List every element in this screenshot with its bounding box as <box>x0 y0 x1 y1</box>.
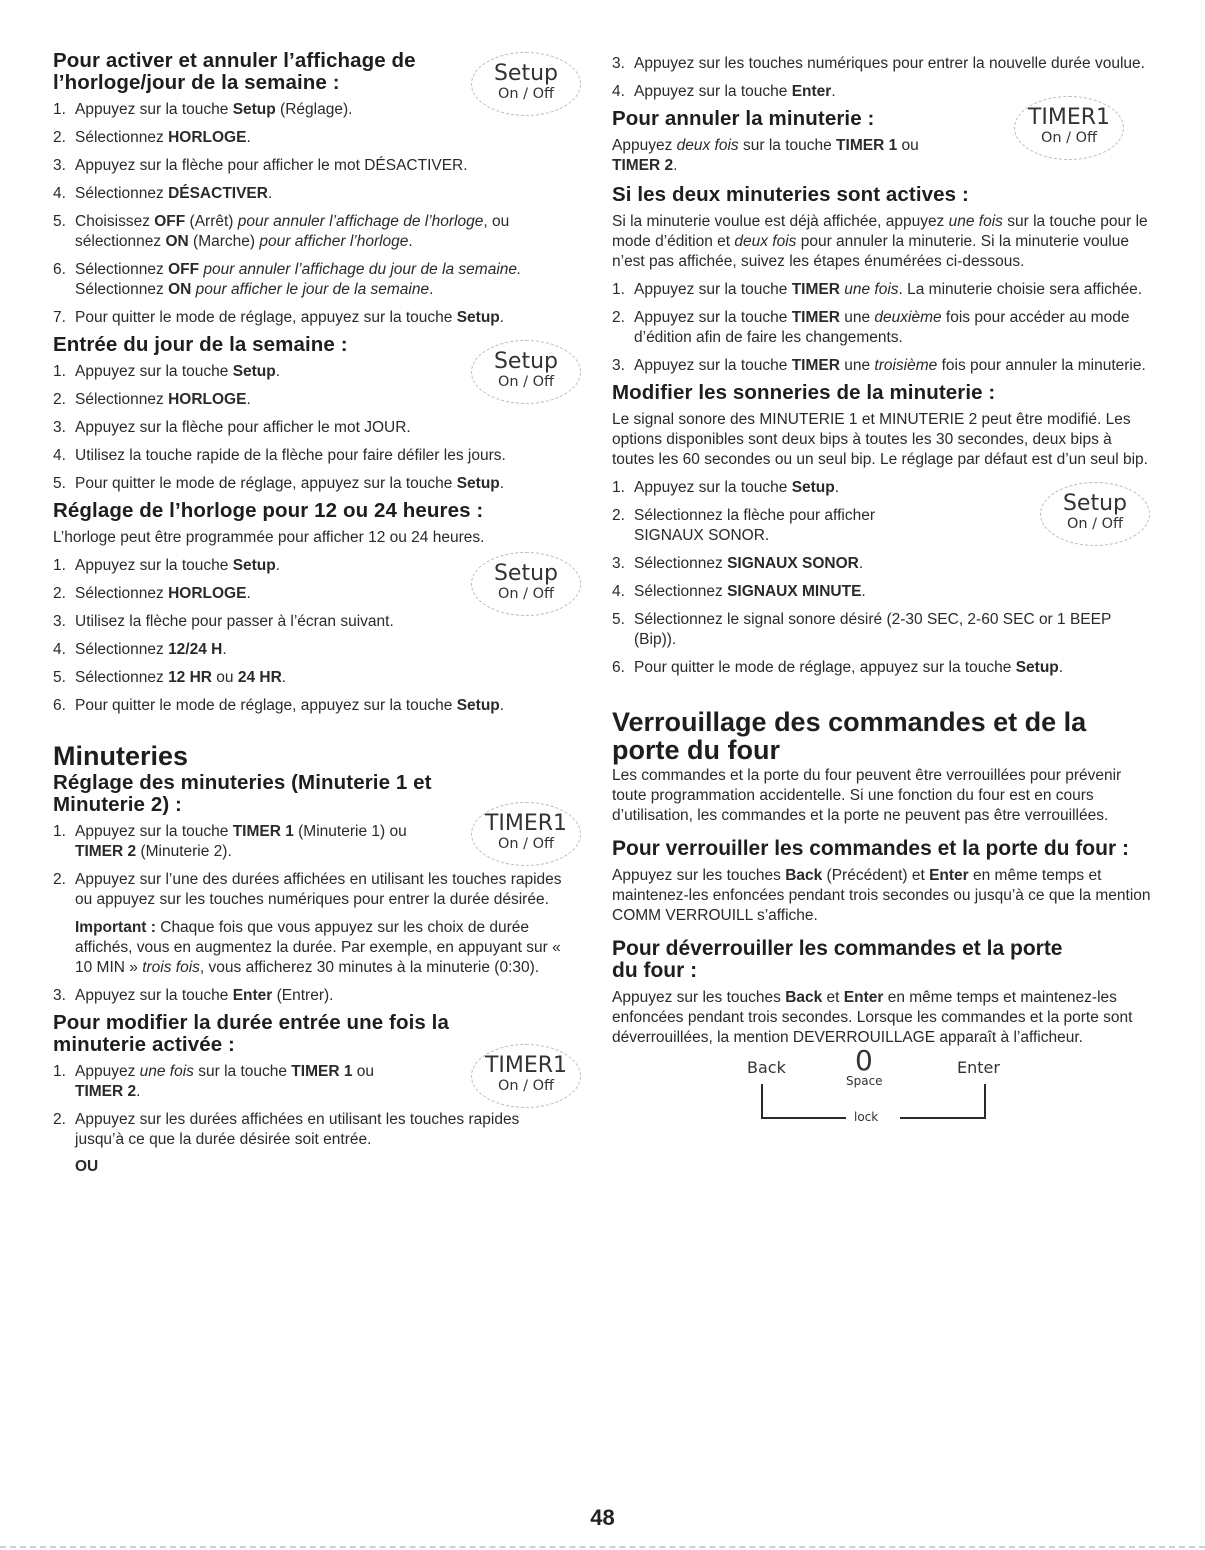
important-note: Important : Chaque fois que vous appuyez sur les choix de durée affichés, vous en augmentez la durée. Par exemple, en appuyant sur « 10 MIN » trois fois, vous afficherez 30 minutes à la minuterie (0:30). <box>75 919 561 976</box>
list-item: 6. Sélectionnez OFF pour annuler l’affichage du jour de la semaine. Sélectionnez ON pour afficher le jour de la semaine. <box>53 261 522 298</box>
enter-key-label: Enter <box>957 1058 1000 1077</box>
list-item: 2. Sélectionnez HORLOGE. <box>53 585 251 602</box>
steps-list <box>612 54 1157 102</box>
section-title: Réglage de l’horloge pour 12 ou 24 heures : <box>53 499 484 522</box>
list-item: 2. Appuyez sur les durées affichées en utilisant les touches rapides jusqu’à ce que la durée désirée soit entrée. <box>53 1111 520 1148</box>
list-item: 1. Appuyez sur la touche Setup. <box>53 363 281 380</box>
timer-key-icon: TIMER1 On / Off <box>471 1044 581 1108</box>
list-item: 2. Appuyez sur la touche TIMER une deuxième fois pour accéder au mode d’édition afin de faire les changements. <box>612 309 1130 346</box>
section-timers <box>53 742 568 1006</box>
section-title: Pour modifier la durée entrée une fois la minuterie activée : <box>53 1011 449 1056</box>
list-item: 4. Appuyez sur la touche Enter. <box>612 83 836 100</box>
chapter-title: Verrouillage des commandes et de la porte du four <box>612 707 1087 765</box>
steps-list <box>53 822 568 910</box>
section-title: Si les deux minuteries sont actives : <box>612 183 969 206</box>
list-item: 6. Pour quitter le mode de réglage, appuyez sur la touche Setup. <box>612 659 1064 676</box>
chapter-title: Minuteries <box>53 741 189 771</box>
steps-list <box>53 362 568 494</box>
section-text: Le signal sonore des MINUTERIE 1 et MINUTERIE 2 peut être modifié. Les options disponibles sont deux bips à toutes les 30 secondes, deux bips à toutes les 60 secondes ou un seul bip. Le réglage par défaut est d’un seul bip. <box>612 411 1148 468</box>
section-title: Entrée du jour de la semaine : <box>53 333 348 356</box>
section-title: Modifier les sonneries de la minuterie : <box>612 381 996 404</box>
list-item: 1. Appuyez sur la touche TIMER 1 (Minuterie 1) ou TIMER 2 (Minuterie 2). <box>53 823 407 860</box>
section-text: Appuyez sur les touches Back et Enter en même temps et maintenez-les enfoncées pendant trois secondes. Lorsque les commandes et la porte sont déverrouillées, la mention DEVERROUILLAGE apparaît à l’afficheur. <box>612 989 1133 1046</box>
section-text: Les commandes et la porte du four peuvent être verrouillées pour prévenir toute programmation accidentelle. Si une fonction du four est en cours d’utilisation, les commandes et la porte ne peuvent pas être verrouillées. <box>612 767 1122 824</box>
list-item: 3. Appuyez sur la flèche pour afficher le mot JOUR. <box>53 419 411 436</box>
section-weekday-entry <box>53 334 568 494</box>
list-item: 1. Appuyez sur la touche Setup. <box>53 557 281 574</box>
setup-key-icon: Setup On / Off <box>471 340 581 404</box>
list-item: 3. Sélectionnez SIGNAUX SONOR. <box>612 555 864 572</box>
timer-key-icon: TIMER1 On / Off <box>1014 96 1124 160</box>
section-title: Pour annuler la minuterie : <box>612 107 875 130</box>
list-item: 2. Sélectionnez la flèche pour afficher SIGNAUX SONOR. <box>612 507 875 544</box>
list-item: 3. Appuyez sur la flèche pour afficher le mot DÉSACTIVER. <box>53 157 468 174</box>
list-item: 4. Utilisez la touche rapide de la flèche pour faire défiler les jours. <box>53 447 506 464</box>
section-clock-display <box>53 50 568 328</box>
list-item: 1. Appuyez une fois sur la touche TIMER 1 ou TIMER 2. <box>53 1063 375 1100</box>
steps-list <box>612 280 1157 376</box>
list-item: 4. Sélectionnez SIGNAUX MINUTE. <box>612 583 866 600</box>
list-item: 1. Appuyez sur la touche Setup (Réglage). <box>53 101 353 118</box>
steps-list <box>53 1062 568 1150</box>
page-bottom-rule <box>0 1546 1205 1550</box>
list-item: 1. Appuyez sur la touche TIMER une fois. La minuterie choisie sera affichée. <box>612 281 1143 298</box>
bracket-right-vertical <box>984 1084 986 1119</box>
left-column <box>53 50 568 1176</box>
list-item: 4. Sélectionnez 12/24 H. <box>53 641 227 658</box>
list-item: 3. Appuyez sur les touches numériques pour entrer la nouvelle durée voulue. <box>612 55 1145 72</box>
space-key-label: Space <box>846 1074 883 1088</box>
list-item: 6. Pour quitter le mode de réglage, appuyez sur la touche Setup. <box>53 697 505 714</box>
section-cancel-timer <box>612 105 1157 176</box>
list-item: 2. Appuyez sur l’une des durées affichées en utilisant les touches rapides ou appuyez sur les touches numériques pour entrer la durée désirée. <box>53 871 562 908</box>
timer-key-icon: TIMER1 On / Off <box>471 802 581 866</box>
right-column <box>612 54 1157 1138</box>
list-item: 2. Sélectionnez HORLOGE. <box>53 129 251 146</box>
section-intro: L’horloge peut être programmée pour afficher 12 ou 24 heures. <box>53 529 485 546</box>
section-modify-timer <box>53 1012 568 1176</box>
bracket-right-horizontal <box>900 1117 986 1119</box>
list-item: 3. Utilisez la flèche pour passer à l’écran suivant. <box>53 613 394 630</box>
or-label: OU <box>75 1158 99 1175</box>
section-timer-tones <box>612 382 1157 678</box>
list-item: 2. Sélectionnez HORLOGE. <box>53 391 251 408</box>
lock-label: lock <box>854 1110 879 1124</box>
list-item: 7. Pour quitter le mode de réglage, appuyez sur la touche Setup. <box>53 309 505 326</box>
setup-key-icon: Setup On / Off <box>1040 482 1150 546</box>
section-text: Appuyez deux fois sur la touche TIMER 1 ou TIMER 2. <box>612 137 919 174</box>
section-title: Pour déverrouiller les commandes et la porte du four : <box>612 937 1063 982</box>
steps-list <box>53 100 568 328</box>
list-item: 3. Appuyez sur la touche TIMER une troisième fois pour annuler la minuterie. <box>612 357 1146 374</box>
setup-key-icon: Setup On / Off <box>471 52 581 116</box>
zero-key-label: 0 <box>855 1044 873 1077</box>
section-title: Pour verrouiller les commandes et la porte du four : <box>612 837 1129 860</box>
section-text: Si la minuterie voulue est déjà affichée, appuyez une fois sur la touche pour le mode d’édition et deux fois pour annuler la minuterie. Si la minuterie voulue n’est pas affichée, suivez les étapes énumérées ci-dessous. <box>612 213 1148 270</box>
section-title: Réglage des minuteries (Minuterie 1 et Minuterie 2) : <box>53 771 432 816</box>
list-item: 1. Appuyez sur la touche Setup. <box>612 479 840 496</box>
list-item: 5. Choisissez OFF (Arrêt) pour annuler l’affichage de l’horloge, ou sélectionnez ON (Marche) pour afficher l’horloge. <box>53 213 510 250</box>
steps-list <box>53 986 568 1006</box>
bracket-left-vertical <box>761 1084 763 1118</box>
setup-key-icon: Setup On / Off <box>471 552 581 616</box>
section-text: Appuyez sur les touches Back (Précédent) et Enter en même temps et maintenez-les enfoncées pendant trois secondes ou jusqu’à ce que la mention COMM VERROUILL s’affiche. <box>612 867 1151 924</box>
lock-keypad-diagram <box>747 1044 1007 1138</box>
back-key-label: Back <box>747 1058 786 1077</box>
list-item: 5. Sélectionnez le signal sonore désiré (2-30 SEC, 2-60 SEC or 1 BEEP (Bip)). <box>612 611 1112 648</box>
bracket-left-horizontal <box>761 1117 846 1119</box>
list-item: 5. Pour quitter le mode de réglage, appuyez sur la touche Setup. <box>53 475 505 492</box>
list-item: 3. Appuyez sur la touche Enter (Entrer). <box>53 987 334 1004</box>
section-control-lock <box>612 708 1157 1138</box>
page-number: 48 <box>590 1505 615 1530</box>
section-12-24-hours <box>53 500 568 716</box>
list-item: 4. Sélectionnez DÉSACTIVER. <box>53 185 273 202</box>
list-item: 5. Sélectionnez 12 HR ou 24 HR. <box>53 669 287 686</box>
section-both-timers <box>612 184 1157 376</box>
section-title: Pour activer et annuler l’affichage de l’horloge/jour de la semaine : <box>53 49 416 94</box>
